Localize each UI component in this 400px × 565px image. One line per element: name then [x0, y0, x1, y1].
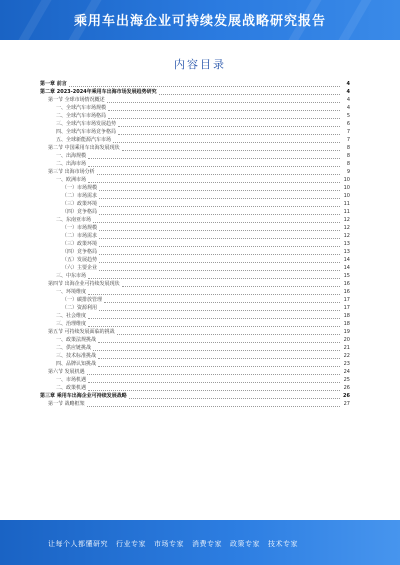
leader-dots — [99, 193, 340, 199]
toc-entry-page: 6 — [346, 121, 350, 127]
toc-entry-page: 7 — [346, 129, 350, 135]
toc-entry-page: 8 — [346, 153, 350, 159]
toc-entry[interactable] — [40, 184, 350, 192]
toc-entry-title: 三、全球汽车市场发展趋势 — [56, 121, 117, 127]
leader-dots — [99, 225, 340, 231]
header-banner — [0, 0, 400, 40]
toc-entry-title: 第一节 战略框架 — [48, 401, 85, 407]
leader-dots — [118, 129, 340, 135]
toc-entry-page: 11 — [343, 209, 350, 215]
leader-dots — [99, 241, 340, 247]
leader-dots — [99, 185, 340, 191]
toc-entry-page: 10 — [343, 193, 350, 199]
leader-dots — [87, 401, 340, 407]
toc-entry-title: 第三章 乘用车出海企业可持续发展战略 — [40, 393, 127, 399]
leader-dots — [88, 385, 340, 391]
toc-entry-page: 18 — [343, 321, 350, 327]
toc-entry-title: 第二节 中国乘用车出海发展现状 — [48, 145, 120, 151]
toc-entry-page: 14 — [343, 257, 350, 263]
footer-banner — [0, 520, 400, 565]
leader-dots — [122, 145, 340, 151]
toc-entry[interactable] — [40, 192, 350, 200]
toc-entry[interactable] — [40, 144, 350, 152]
leader-dots — [99, 201, 340, 207]
toc-entry[interactable] — [40, 200, 350, 208]
toc-entry-title: 五、全球新能源汽车市场 — [56, 137, 112, 143]
toc-entry[interactable] — [40, 176, 350, 184]
toc-entry-title: （二）市场需求 — [62, 193, 98, 199]
toc-entry-title: （二）市场需求 — [62, 233, 98, 239]
toc-entry-page: 4 — [346, 81, 350, 87]
toc-entry-title: 三、中东市场 — [56, 273, 87, 279]
toc-entry-page: 12 — [343, 233, 350, 239]
footer-item: 让每个人都懂研究 — [48, 540, 108, 548]
toc-entry-page: 15 — [343, 273, 350, 279]
toc-entry-page: 4 — [346, 97, 350, 103]
toc-entry[interactable] — [40, 232, 350, 240]
leader-dots — [93, 217, 340, 223]
toc-entry[interactable] — [40, 320, 350, 328]
toc-entry[interactable] — [40, 368, 350, 376]
leader-dots — [88, 177, 340, 183]
toc-entry[interactable] — [40, 216, 350, 224]
leader-dots — [87, 369, 340, 375]
toc-entry-page: 12 — [343, 217, 350, 223]
toc-entry[interactable] — [40, 288, 350, 296]
toc-heading: 内容目录 — [174, 58, 226, 71]
toc-entry[interactable] — [40, 136, 350, 144]
footer-item: 消费专家 — [192, 540, 222, 548]
toc-entry-title: 四、品牌认知挑战 — [56, 361, 97, 367]
toc-entry-title: 第六节 发展机遇 — [48, 369, 85, 375]
toc-entry-title: 三、技术标准挑战 — [56, 353, 97, 359]
toc-entry-page: 16 — [343, 289, 350, 295]
toc-entry[interactable] — [40, 360, 350, 368]
toc-entry[interactable] — [40, 304, 350, 312]
toc-entry-title: 一、全球汽车市场规模 — [56, 105, 107, 111]
toc-entry[interactable] — [40, 168, 350, 176]
leader-dots — [117, 329, 340, 335]
toc-entry[interactable] — [40, 120, 350, 128]
toc-entry-page: 26 — [343, 385, 350, 391]
leader-dots — [88, 289, 340, 295]
toc-entry-page: 17 — [343, 297, 350, 303]
toc-entry-page: 21 — [343, 345, 350, 351]
toc-entry[interactable] — [40, 376, 350, 384]
leader-dots — [97, 169, 340, 175]
footer-item: 技术专家 — [268, 540, 298, 548]
toc-entry-title: 第二章 2023-2024年乘用车出海市场发展趋势研究 — [40, 89, 157, 95]
toc-entry[interactable] — [40, 112, 350, 120]
toc-entry-title: 二、政策机遇 — [56, 385, 87, 391]
toc-entry-title: 二、供应链挑战 — [56, 345, 92, 351]
toc-entry[interactable] — [40, 392, 350, 400]
toc-entry[interactable] — [40, 296, 350, 304]
leader-dots — [98, 337, 340, 343]
toc-entry[interactable] — [40, 240, 350, 248]
toc-entry-title: 一、欧洲市场 — [56, 177, 87, 183]
toc-entry-title: 一、环境维度 — [56, 289, 87, 295]
toc-entry-title: （三）政策环境 — [62, 241, 98, 247]
leader-dots — [99, 209, 340, 215]
toc-entry-page: 22 — [343, 353, 350, 359]
toc-entry-page: 27 — [343, 401, 350, 407]
footer-item: 市场专家 — [154, 540, 184, 548]
leader-dots — [98, 353, 340, 359]
toc-entry-page: 5 — [346, 113, 350, 119]
toc-entry[interactable] — [40, 312, 350, 320]
toc-entry-page: 16 — [343, 281, 350, 287]
toc-entry[interactable] — [40, 336, 350, 344]
toc-entry-title: 第四节 出海企业可持续发展现状 — [48, 281, 120, 287]
leader-dots — [69, 81, 340, 87]
toc-entry-title: 第三节 出海市场分析 — [48, 169, 95, 175]
leader-dots — [113, 137, 340, 143]
toc-entry-page: 23 — [343, 361, 350, 367]
toc-entry[interactable] — [40, 280, 350, 288]
toc-entry-title: （一）碳排放管理 — [62, 297, 103, 303]
table-of-contents — [40, 80, 350, 500]
toc-entry-page: 10 — [343, 177, 350, 183]
toc-entry-page: 20 — [343, 337, 350, 343]
toc-entry-page: 11 — [343, 201, 350, 207]
toc-entry-title: 一、政策法规挑战 — [56, 337, 97, 343]
footer-item: 行业专家 — [116, 540, 146, 548]
toc-entry-title: （三）政策环境 — [62, 201, 98, 207]
toc-entry[interactable] — [40, 152, 350, 160]
toc-entry-title: 第一章 前言 — [40, 81, 67, 87]
toc-entry-title: （二）资源利用 — [62, 305, 98, 311]
leader-dots — [108, 105, 340, 111]
leader-dots — [99, 305, 340, 311]
footer-item: 政策专家 — [230, 540, 260, 548]
toc-entry[interactable] — [40, 80, 350, 88]
toc-entry-page: 26 — [343, 393, 350, 399]
toc-entry-page: 14 — [343, 265, 350, 271]
toc-entry-page: 12 — [343, 225, 350, 231]
toc-entry-title: （四）竞争格局 — [62, 249, 98, 255]
toc-entry[interactable] — [40, 264, 350, 272]
leader-dots — [99, 265, 340, 271]
toc-entry[interactable] — [40, 128, 350, 136]
leader-dots — [99, 233, 340, 239]
toc-entry[interactable] — [40, 248, 350, 256]
toc-entry-title: 一、出海规模 — [56, 153, 87, 159]
toc-entry[interactable] — [40, 272, 350, 280]
toc-entry[interactable] — [40, 104, 350, 112]
leader-dots — [99, 257, 340, 263]
toc-entry-page: 19 — [343, 329, 350, 335]
leader-dots — [107, 97, 340, 103]
leader-dots — [93, 345, 340, 351]
toc-entry-page: 17 — [343, 305, 350, 311]
toc-entry-title: 一、市场机遇 — [56, 377, 87, 383]
leader-dots — [88, 273, 340, 279]
toc-entry-title: （一）市场规模 — [62, 185, 98, 191]
toc-entry-title: 二、社会维度 — [56, 313, 87, 319]
leader-dots — [118, 121, 340, 127]
leader-dots — [104, 297, 340, 303]
toc-entry[interactable] — [40, 96, 350, 104]
leader-dots — [159, 89, 340, 95]
toc-entry-page: 10 — [343, 185, 350, 191]
toc-entry-page: 24 — [343, 369, 350, 375]
leader-dots — [88, 321, 340, 327]
toc-entry[interactable] — [40, 88, 350, 96]
toc-entry-page: 13 — [343, 249, 350, 255]
toc-entry-title: （六）主要企业 — [62, 265, 98, 271]
toc-entry[interactable] — [40, 400, 350, 408]
toc-entry-page: 7 — [346, 137, 350, 143]
toc-entry-page: 8 — [346, 161, 350, 167]
leader-dots — [99, 249, 340, 255]
toc-entry[interactable] — [40, 384, 350, 392]
toc-entry-page: 8 — [346, 145, 350, 151]
toc-entry-title: 第五节 可持续发展面临的挑战 — [48, 329, 115, 335]
leader-dots — [122, 281, 340, 287]
toc-entry-title: 三、治理维度 — [56, 321, 87, 327]
toc-entry-title: 二、东南亚市场 — [56, 217, 92, 223]
toc-entry-title: 四、全球汽车市场竞争格局 — [56, 129, 117, 135]
toc-entry[interactable] — [40, 224, 350, 232]
toc-entry-title: 二、全球汽车市场格局 — [56, 113, 107, 119]
toc-entry-page: 18 — [343, 313, 350, 319]
toc-entry-title: （四）竞争格局 — [62, 209, 98, 215]
toc-entry[interactable] — [40, 344, 350, 352]
toc-entry[interactable] — [40, 208, 350, 216]
leader-dots — [129, 393, 340, 399]
leader-dots — [98, 361, 340, 367]
toc-entry-title: 二、出海市场 — [56, 161, 87, 167]
toc-entry[interactable] — [40, 256, 350, 264]
toc-entry[interactable] — [40, 352, 350, 360]
leader-dots — [88, 153, 340, 159]
leader-dots — [88, 313, 340, 319]
toc-entry-page: 9 — [346, 169, 350, 175]
toc-entry-page: 25 — [343, 377, 350, 383]
toc-entry-page: 13 — [343, 241, 350, 247]
report-title: 乘用车出海企业可持续发展战略研究报告 — [73, 14, 326, 29]
leader-dots — [88, 377, 340, 383]
leader-dots — [108, 113, 340, 119]
toc-entry-page: 4 — [346, 105, 350, 111]
leader-dots — [88, 161, 340, 167]
toc-entry[interactable] — [40, 328, 350, 336]
toc-entry-page: 4 — [346, 89, 350, 95]
footer-slogan — [48, 539, 298, 549]
toc-entry-title: （一）市场规模 — [62, 225, 98, 231]
toc-entry-title: （五）发展趋势 — [62, 257, 98, 263]
toc-entry-title: 第一节 全球市场情况概述 — [48, 97, 105, 103]
toc-entry[interactable] — [40, 160, 350, 168]
